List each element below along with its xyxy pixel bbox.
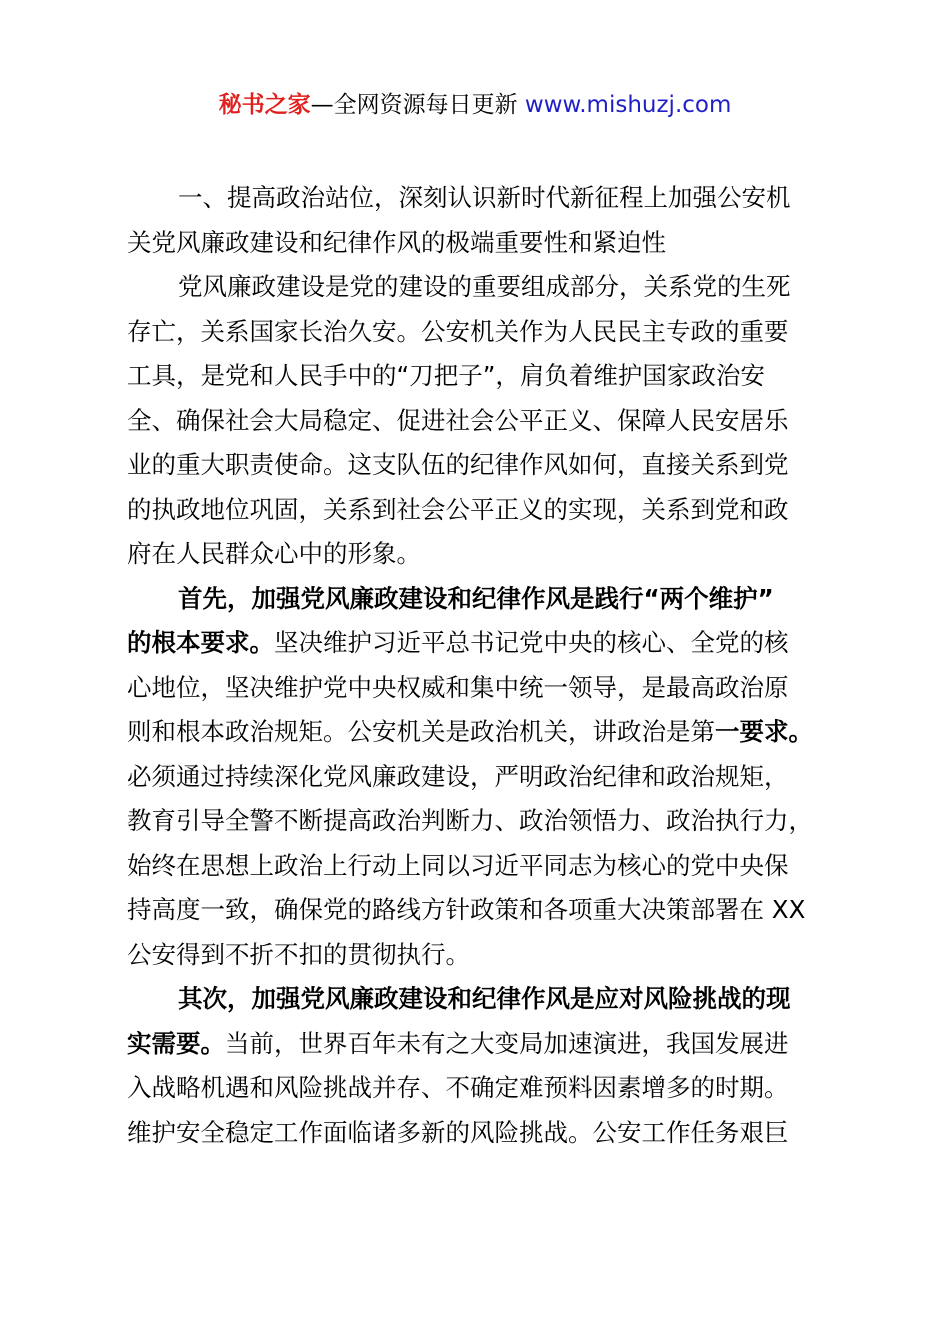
paragraph-3-line-1 xyxy=(127,977,833,1022)
paragraph-3-line-4: 维护安全稳定工作面临诸多新的风险挑战。公安工作任务艰巨 xyxy=(127,1117,789,1147)
paragraph-3-line-3: 入战略机遇和风险挑战并存、不确定难预料因素增多的时期。 xyxy=(127,1073,789,1102)
page-header xyxy=(0,88,950,122)
paragraph-2-line-4-emphasis: 一要求。 xyxy=(715,717,813,746)
paragraph-1-line-3: 工具，是党和人民手中的“刀把子”，肩负着维护国家政治安 xyxy=(127,361,765,390)
paragraph-2-line-2-text: 坚决维护习近平总书记党中央的核心、全党的核 xyxy=(274,628,789,657)
paragraph-2-line-3: 心地位，坚决维护党中央权威和集中统一领导，是最高政治原 xyxy=(127,672,789,702)
paragraph-1-line-6: 的执政地位巩固，关系到社会公平正义的实现，关系到党和政 xyxy=(127,494,789,524)
paragraph-3-line-2 xyxy=(127,1022,833,1067)
paragraph-2-line-6: 教育引导全警不断提高政治判断力、政治领悟力、政治执行力， xyxy=(127,806,813,835)
paragraph-2-line-8: 持高度一致，确保党的路线方针政策和各项重大决策部署在 XX xyxy=(127,895,806,924)
paragraph-2-line-7: 始终在思想上政治上行动上同以习近平同志为核心的党中央保 xyxy=(127,850,789,880)
paragraph-1-line-2: 存亡，关系国家长治久安。公安机关作为人民民主专政的重要 xyxy=(127,316,789,346)
paragraph-1-line-7: 府在人民群众心中的形象。 xyxy=(127,539,421,568)
paragraph-1-line-4: 全、确保社会大局稳定、促进社会公平正义、保障人民安居乐 xyxy=(127,405,789,435)
paragraph-2-line-1 xyxy=(127,577,833,622)
paragraph-2-heading-part-1: 首先，加强党风廉政建设和纪律作风是践行“两个维护” xyxy=(178,583,774,613)
website-link[interactable]: www.mishuzj.com xyxy=(524,92,732,118)
paragraph-2-line-4-text: 则和根本政治规矩。公安机关是政治机关，讲政治是第 xyxy=(127,717,715,746)
paragraph-2-line-5: 必须通过持续深化党风廉政建设，严明政治纪律和政治规矩， xyxy=(127,761,789,791)
paragraph-1-line-1: 党风廉政建设是党的建设的重要组成部分，关系党的生死 xyxy=(178,272,791,301)
paragraph-2-line-4 xyxy=(127,710,833,755)
paragraph-2-line-9: 公安得到不折不扣的贯彻执行。 xyxy=(127,939,470,969)
paragraph-2-heading-part-2: 的根本要求。 xyxy=(127,628,274,657)
paragraph-3-heading-part-1: 其次，加强党风廉政建设和纪律作风是应对风险挑战的现 xyxy=(178,984,791,1013)
section-title-line-1: 一、提高政治站位，深刻认识新时代新征程上加强公安机 xyxy=(178,183,791,212)
paragraph-2-line-2 xyxy=(127,621,833,666)
paragraph-1-line-5: 业的重大职责使命。这支队伍的纪律作风如何，直接关系到党 xyxy=(127,450,789,479)
brand-name: 秘书之家 xyxy=(218,92,311,118)
paragraph-3-line-2-text: 当前，世界百年未有之大变局加速演进，我国发展进 xyxy=(225,1028,789,1058)
header-slogan: —全网资源每日更新 xyxy=(310,92,525,118)
document-body xyxy=(127,176,833,1155)
section-title-line-2: 关党风廉政建设和纪律作风的极端重要性和紧迫性 xyxy=(127,227,666,257)
paragraph-3-heading-part-2: 实需要。 xyxy=(127,1028,225,1058)
